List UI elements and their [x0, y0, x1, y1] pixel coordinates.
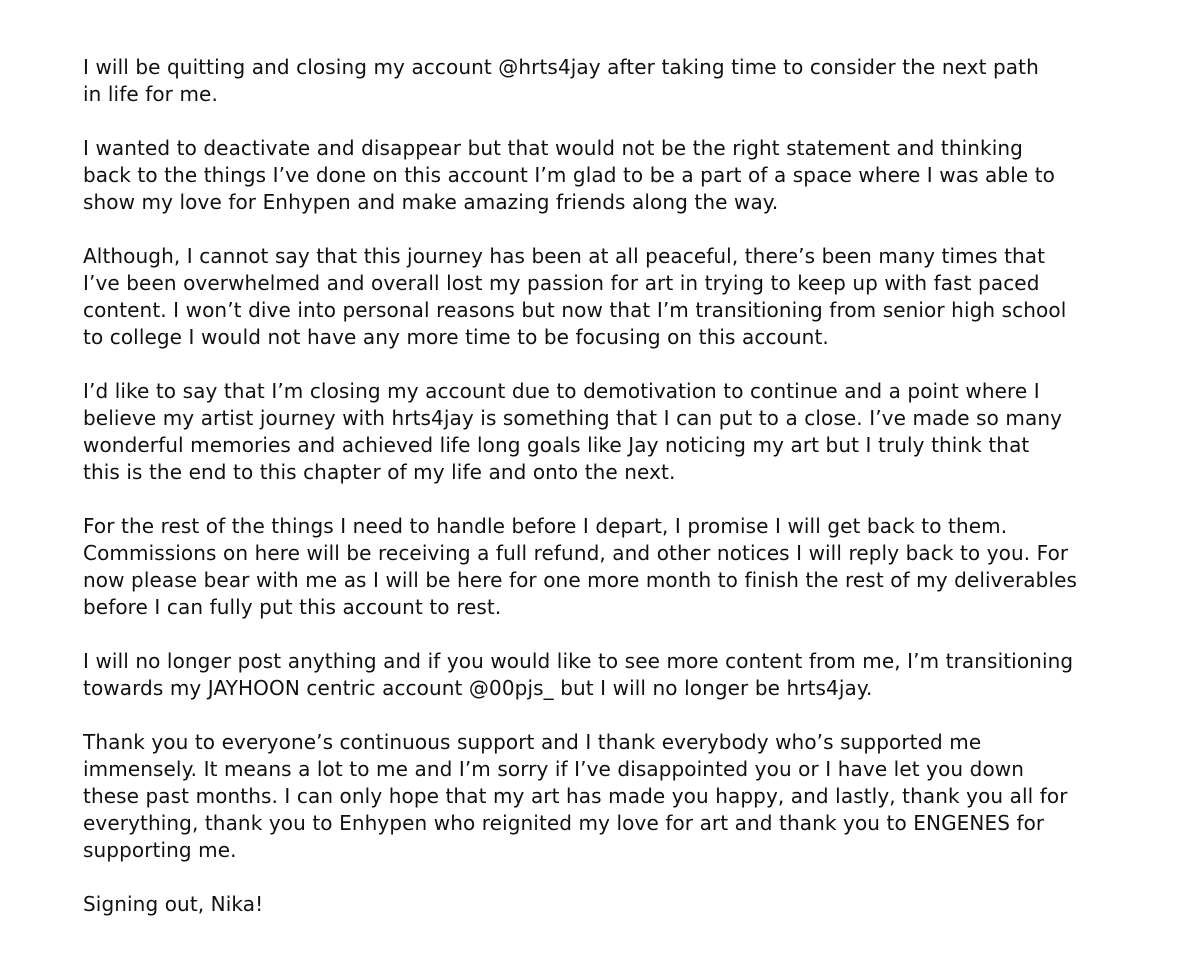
paragraph-thanks: Thank you to everyone’s continuous support and I thank everybody who’s supported me immensely. It means a lot to me and I’m sorry if I’ve disappointed you or I have let you down these past months. I can only hope that my art has made you happy, and lastly, thank you all for everything, thank you to Enhypen who reignited my love for art and thank you to ENGENES for supporting me.	[83, 730, 1068, 862]
paragraph-reason: I’d like to say that I’m closing my account due to demotivation to continue and a point where I believe my artist journey with hrts4jay is something that I can put to a close. I’ve made so many wonderful memories and achieved life long goals like Jay noticing my art but I truly think that this is the end to this chapter of my life and onto the next.	[83, 379, 1063, 484]
paragraph-new-account: I will no longer post anything and if you would like to see more content from me, I’m transitioning towards my JAYHOON centric account @00pjs_ but I will no longer be hrts4jay.	[83, 649, 1074, 700]
paragraph-account-closing: I will be quitting and closing my account @hrts4jay after taking time to consider the next path in life for me.	[83, 55, 1039, 106]
signature-line: Signing out, Nika!	[83, 892, 264, 916]
paragraph-commissions: For the rest of the things I need to handle before I depart, I promise I will get back to them. Commissions on here will be receiving a full refund, and other notices I will reply back to you. For now please bear with me as I will be here for one more month to finish the rest of my deliverables before I can fully put this account to rest.	[83, 514, 1078, 619]
letter-body	[83, 54, 1153, 918]
paragraph-reflection: I wanted to deactivate and disappear but that would not be the right statement and thinking back to the things I’ve done on this account I’m glad to be a part of a space where I was able to show my love for Enhypen and make amazing friends along the way.	[83, 136, 1055, 214]
paragraph-journey: Although, I cannot say that this journey has been at all peaceful, there’s been many times that I’ve been overwhelmed and overall lost my passion for art in trying to keep up with fast paced content. I won’t dive into personal reasons but now that I’m transitioning from senior high school to college I would not have any more time to be focusing on this account.	[83, 244, 1067, 349]
